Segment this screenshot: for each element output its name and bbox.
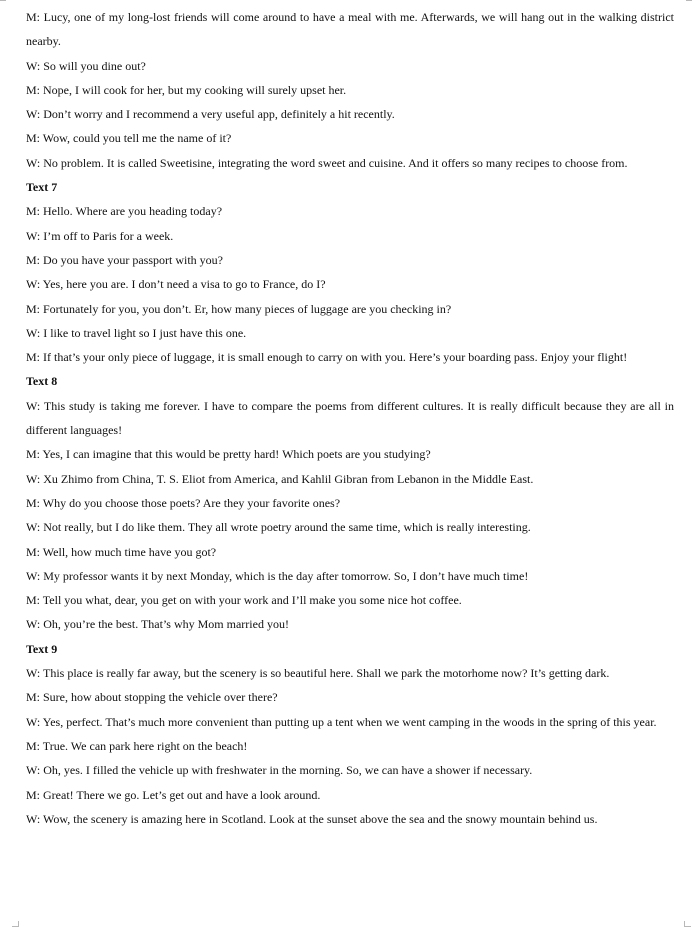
dialogue-line: M: Hello. Where are you heading today? <box>26 204 223 219</box>
corner-mark <box>0 0 6 1</box>
dialogue-line: M: Great! There we go. Let’s get out and have a look around. <box>26 787 321 802</box>
section-heading: Text 8 <box>26 374 58 389</box>
dialogue-line: W: This place is really far away, but the scenery is so beautiful here. Shall we park the motorhome now? It’s getting dark. <box>26 666 610 681</box>
dialogue-line: W: I’m off to Paris for a week. <box>26 228 174 243</box>
dialogue-line: M: True. We can park here right on the beach! <box>26 738 248 753</box>
section-heading: Text 7 <box>26 180 58 195</box>
dialogue-line: W: No problem. It is called Sweetisine, integrating the word sweet and cuisine. And it offers so many recipes to choose from. <box>26 155 628 170</box>
dialogue-line: M: Tell you what, dear, you get on with your work and I’ll make you some nice hot coffee. <box>26 593 462 608</box>
dialogue-line: M: Why do you choose those poets? Are they your favorite ones? <box>26 495 341 510</box>
dialogue-line: W: Oh, yes. I filled the vehicle up with freshwater in the morning. So, we can have a shower if necessary. <box>26 763 533 778</box>
dialogue-line: M: Sure, how about stopping the vehicle over there? <box>26 690 278 705</box>
dialogue-line: M: Do you have your passport with you? <box>26 252 223 267</box>
document-body <box>26 5 674 831</box>
dialogue-line: M: Yes, I can imagine that this would be pretty hard! Which poets are you studying? <box>26 447 431 462</box>
dialogue-line: W: My professor wants it by next Monday, which is the day after tomorrow. So, I don’t have much time! <box>26 568 529 583</box>
dialogue-line: M: Well, how much time have you got? <box>26 544 217 559</box>
dialogue-line: W: Oh, you’re the best. That’s why Mom married you! <box>26 617 289 632</box>
dialogue-line: W: Not really, but I do like them. They all wrote poetry around the same time, which is really interesting. <box>26 520 531 535</box>
dialogue-line: W: Xu Zhimo from China, T. S. Eliot from America, and Kahlil Gibran from Lebanon in the Middle East. <box>26 471 534 486</box>
corner-mark <box>686 0 692 1</box>
dialogue-line: M: Nope, I will cook for her, but my cooking will surely upset her. <box>26 82 347 97</box>
dialogue-line: W: So will you dine out? <box>26 58 146 73</box>
section-heading: Text 9 <box>26 641 58 656</box>
dialogue-line: W: Yes, here you are. I don’t need a visa to go to France, do I? <box>26 277 326 292</box>
dialogue-line: W: Don’t worry and I recommend a very useful app, definitely a hit recently. <box>26 107 395 122</box>
dialogue-line: W: This study is taking me forever. I have to compare the poems from different cultures. It is really difficult because they are all in different languages! <box>26 398 674 438</box>
dialogue-line: M: Wow, could you tell me the name of it? <box>26 131 232 146</box>
dialogue-line: W: Wow, the scenery is amazing here in Scotland. Look at the sunset above the sea and the snowy mountain behind us. <box>26 811 598 826</box>
dialogue-line: M: Fortunately for you, you don’t. Er, how many pieces of luggage are you checking in? <box>26 301 452 316</box>
dialogue-line: M: If that’s your only piece of luggage, it is small enough to carry on with you. Here’s your boarding pass. Enjoy your flight! <box>26 350 628 365</box>
dialogue-line: W: Yes, perfect. That’s much more convenient than putting up a tent when we went camping in the woods in the spring of this year. <box>26 714 657 729</box>
dialogue-line: M: Lucy, one of my long-lost friends will come around to have a meal with me. Afterwards, we will hang out in the walking district nearby. <box>26 10 674 49</box>
dialogue-line: W: I like to travel light so I just have this one. <box>26 325 247 340</box>
